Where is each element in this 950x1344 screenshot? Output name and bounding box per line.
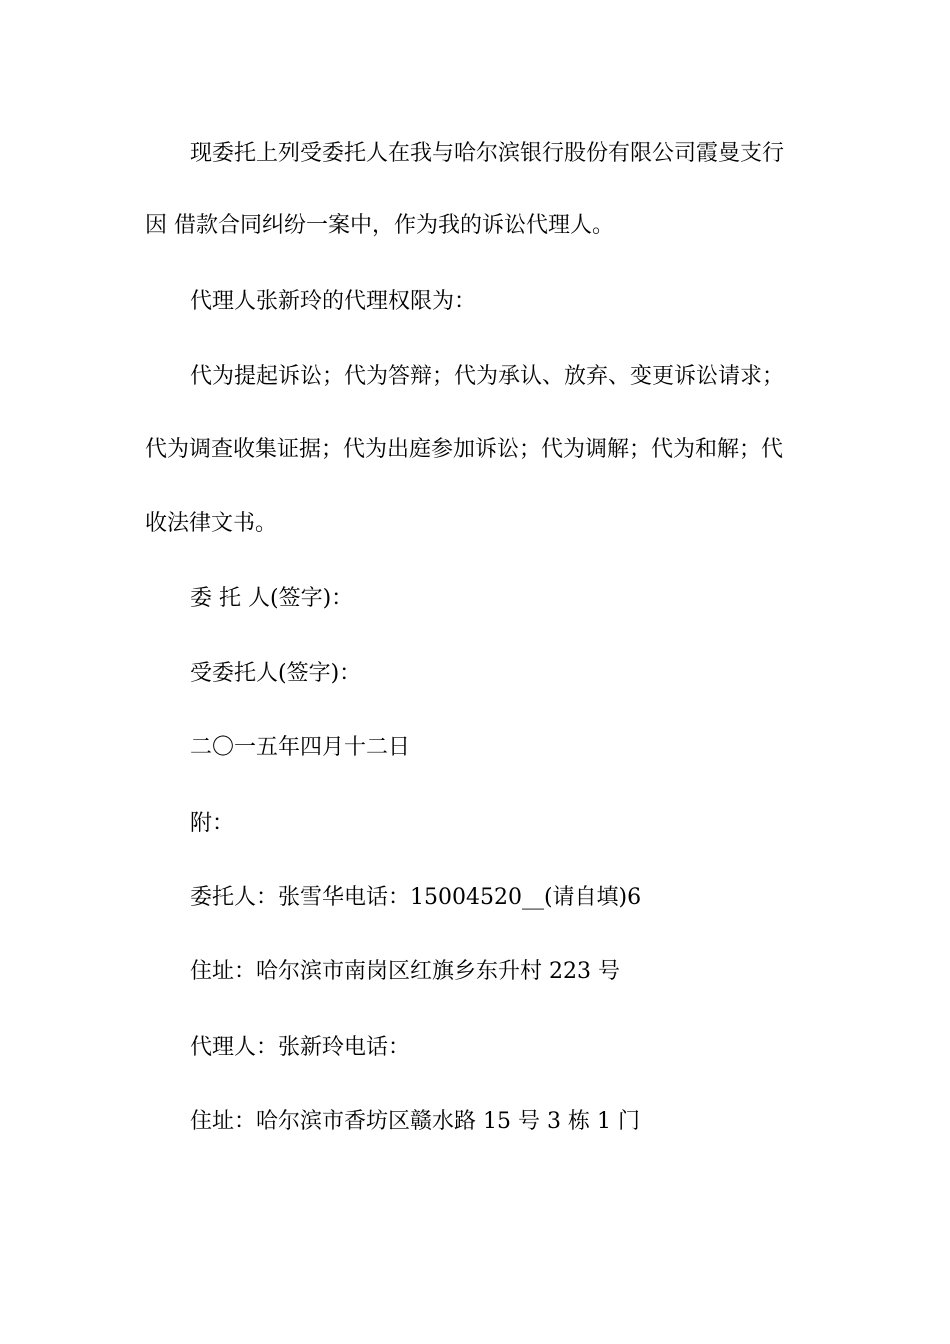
agent-name-phone: 代理人：张新玲电话：	[190, 1035, 411, 1060]
paragraph-authority-line-1: 代为提起诉讼；代为答辩；代为承认、放弃、变更诉讼请求；	[190, 364, 785, 389]
paragraph-delegation-line-1: 现委托上列受委托人在我与哈尔滨银行股份有限公司霞曼支行	[190, 141, 785, 166]
paragraph-authority-line-3: 收法律文书。	[145, 511, 278, 536]
principal-signature-line: 委 托 人(签字)：	[190, 586, 354, 611]
paragraph-delegation-line-2: 因 借款合同纠纷一案中，作为我的诉讼代理人。	[145, 213, 614, 238]
agent-signature-line: 受委托人(签字)：	[190, 661, 362, 686]
paragraph-authority-heading: 代理人张新玲的代理权限为：	[190, 289, 477, 314]
appendix-label: 附：	[190, 811, 235, 836]
principal-name-phone: 委托人：张雪华电话：15004520__(请自填)6	[190, 885, 642, 910]
principal-address: 住址：哈尔滨市南岗区红旗乡东升村 223 号	[190, 959, 620, 984]
document-date: 二〇一五年四月十二日	[190, 735, 411, 760]
paragraph-authority-line-2: 代为调查收集证据；代为出庭参加诉讼；代为调解；代为和解；代	[145, 437, 784, 462]
agent-address: 住址：哈尔滨市香坊区赣水路 15 号 3 栋 1 门	[190, 1109, 640, 1134]
